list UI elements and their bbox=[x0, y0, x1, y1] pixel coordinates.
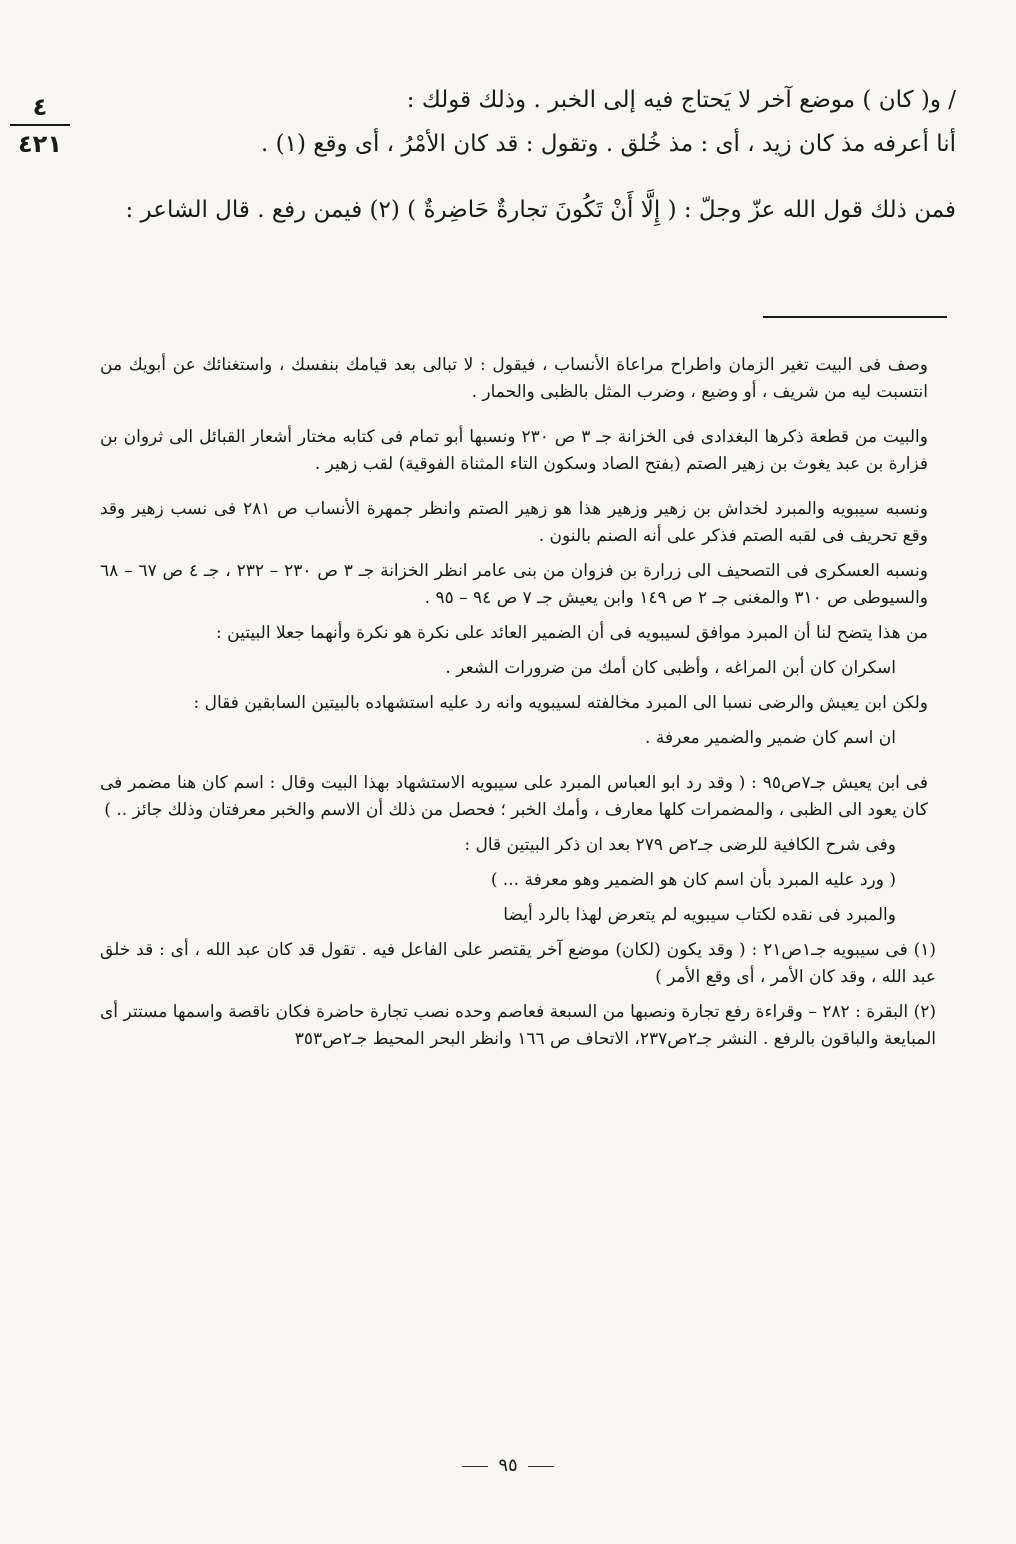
note-paragraph: وصف فى البيت تغير الزمان واطراح مراعاة الأنساب ، فيقول : لا تبالى بعد قيامك بنفسك ، واستغنائك عن أبويك من انتسبت ليه من شريف ، أو وضيع ، وضرب المثل بالظبى والحمار . bbox=[100, 355, 928, 402]
footnote-2: (٢) البقرة : ٢٨٢ – وقراءة رفع تجارة ونصبها من السبعة فعاصم وحده نصب تجارة حاضرة فكان ناقصة واسمها مستتر أى المبايعة والباقون بالرفع . النشر جـ٢ص٢٣٧، الاتحاف ص ١٦٦ وانظر البحر المحيط جـ٢ص٣٥٣ bbox=[100, 1002, 936, 1049]
note-quote: ( ورد عليه المبرد بأن اسم كان هو الضمير وهو معرفة ... ) bbox=[490, 870, 896, 890]
note-quote: اسكران كان أبن المراغه ، وأظبى كان أمك من ضرورات الشعر . bbox=[445, 658, 896, 678]
note-paragraph: والمبرد فى نقده لكتاب سيبويه لم يتعرض لهذا بالرد أيضا bbox=[503, 905, 896, 925]
main-text-line: فمن ذلك قول الله عزّ وجلّ : ( إِلَّا أَنْ تَكُونَ تجارةٌ حَاضِرةٌ ) (٢) فيمن رفع . قال الشاعر : bbox=[125, 197, 956, 223]
note-paragraph: والبيت من قطعة ذكرها البغدادى فى الخزانة جـ ٣ ص ٢٣٠ ونسبها أبو تمام فى كتابه مختار أشعار القبائل الى ثروان بن فزارة بن عبد يغوث بن زهير الصتم (بفتح الصاد وسكون التاء المثناة الفوقية) لقب زهير . bbox=[100, 427, 928, 474]
note-paragraph: ونسبه العسكرى فى التصحيف الى زرارة بن فزوان من بنى عامر انظر الخزانة جـ ٣ ص ٢٣٠ – ٢٣٢ ، جـ ٤ ص ٦٧ – ٦٨ والسيوطى ص ٣١٠ والمغنى جـ ٢ ص ١٤٩ وابن يعيش جـ ٧ ص ٩٤ – ٩٥ . bbox=[100, 561, 928, 608]
note-paragraph: من هذا يتضح لنا أن المبرد موافق لسيبويه فى أن الضمير العائد على نكرة هو نكرة وأنهما جعلا البيتين : bbox=[216, 623, 928, 643]
main-text bbox=[80, 78, 956, 232]
footnote-1: (١) فى سيبويه جـ١ص٢١ : ( وقد يكون (لكان) موضع آخر يقتصر على الفاعل فيه . تقول قد كان عبد الله ، أى : قد خلق عبد الله ، وقد كان الأمر ، أى وقع الأمر ) bbox=[100, 940, 937, 987]
footnote-separator bbox=[763, 316, 947, 318]
main-text-line: / و( كان ) موضع آخر لا يَحتاج فيه إلى الخبر . وذلك قولك : bbox=[406, 87, 956, 113]
note-paragraph: ولكن ابن يعيش والرضى نسبا الى المبرد مخالفته لسيبويه وانه رد عليه استشهاده بالبيتين السابقين فقال : bbox=[193, 693, 928, 713]
footnotes bbox=[100, 352, 956, 1061]
note-paragraph: فى ابن يعيش جـ٧ص٩٥ : ( وقد رد ابو العباس المبرد على سيبويه الاستشهاد بهذا البيت وقال : اسم كان هنا مضمر فى كان يعود الى الظبى ، والمضمرات كلها معارف ، وأمك الخبر ؛ فحصل من ذلك أن الاسم والخبر معرفتان وذلك جائز .. ) bbox=[100, 773, 928, 820]
margin-reference-top: ٤ bbox=[10, 92, 70, 126]
page-number-value: ٩٥ bbox=[498, 1455, 518, 1476]
main-text-line: أنا أعرفه مذ كان زيد ، أى : مذ خُلق . وتقول : قد كان الأمْرُ ، أى وقع (١) . bbox=[261, 131, 956, 157]
page-number bbox=[0, 1455, 1016, 1476]
margin-reference-bottom: ٤٢١ bbox=[18, 130, 62, 158]
note-paragraph: وفى شرح الكافية للرضى جـ٢ص ٢٧٩ بعد ان ذكر البيتين قال : bbox=[464, 835, 896, 855]
note-quote: ان اسم كان ضمير والضمير معرفة . bbox=[645, 728, 896, 748]
note-paragraph: ونسبه سيبويه والمبرد لخداش بن زهير وزهير هذا هو زهير الصتم وانظر جمهرة الأنساب ص ٢٨١ فى نسب زهير وقد وقع تحريف فى لقبه الصتم فذكر على أنه الصنم بالنون . bbox=[100, 499, 928, 546]
margin-page-reference bbox=[10, 92, 70, 160]
